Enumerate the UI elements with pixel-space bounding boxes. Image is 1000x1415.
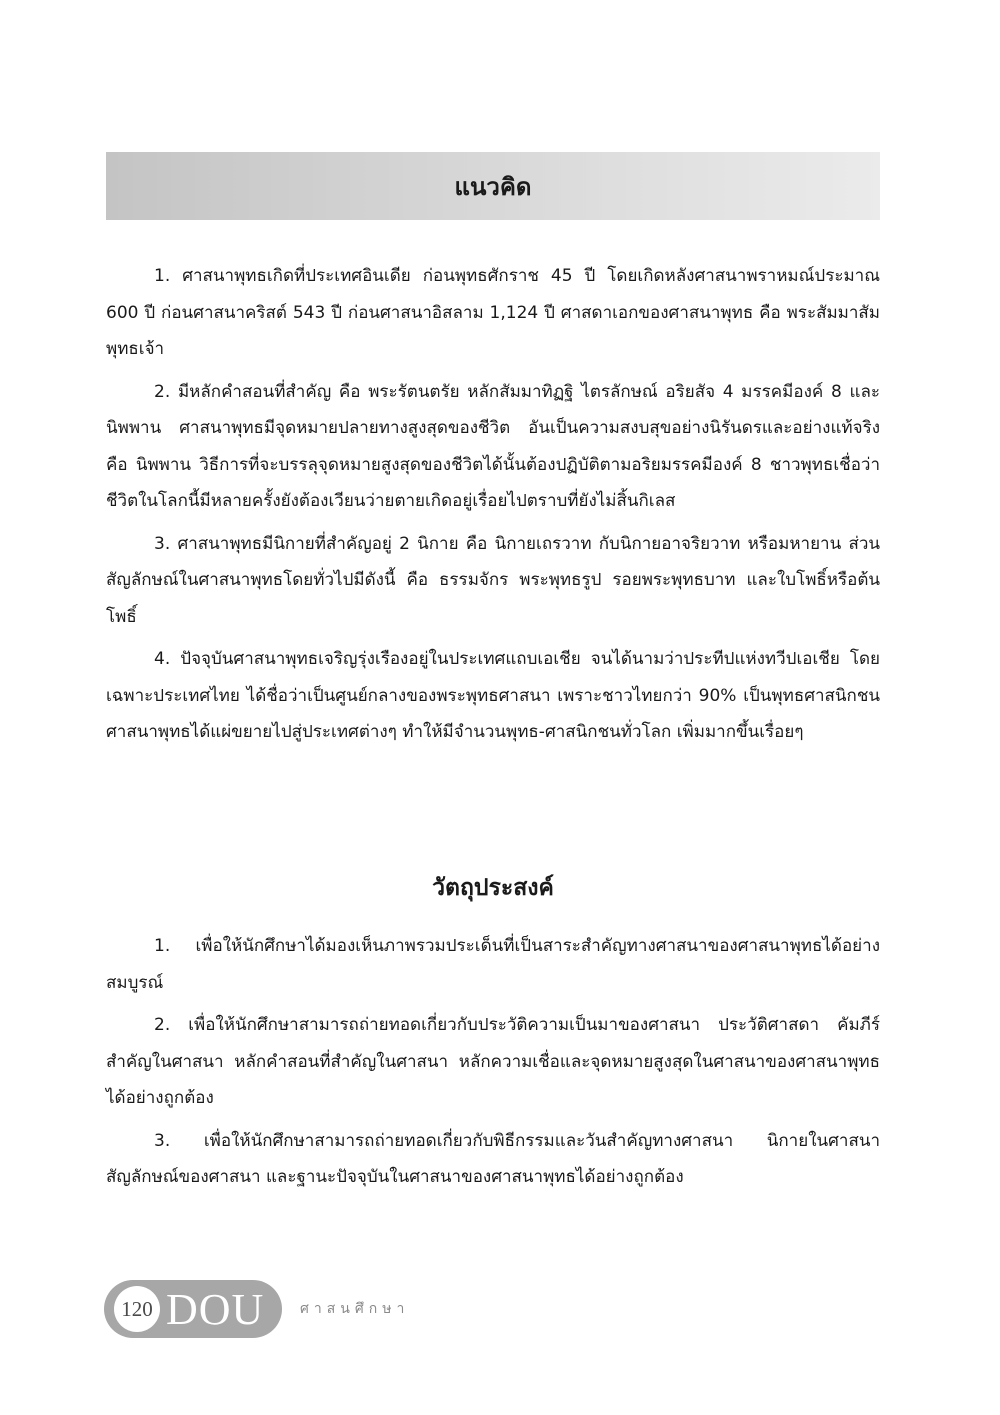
concept-paragraph-2: 2. มีหลักคำสอนที่สำคัญ คือ พระรัตนตรัย หลักสัมมาทิฏฐิ ไตรลักษณ์ อริยสัจ 4 มรรคมีองค์ 8 และนิพพาน ศาสนาพุทธมีจุดหมายปลายทางสูงสุดของชีวิต อันเป็นความสงบสุขอย่างนิรันดรและอย่างแท้จริง คือ นิพพาน วิธีการที่จะบรรลุจุดหมายสูงสุดของชีวิตได้นั้นต้องปฏิบัติตามอริยมรรคมีองค์ 8 ชาวพุทธเชื่อว่าชีวิตในโลกนี้มีหลายครั้งยังต้องเวียนว่ายตายเกิดอยู่เรื่อยไปตราบที่ยังไม่สิ้นกิเลส xyxy=(106,381,880,511)
footer-badge xyxy=(104,1280,282,1338)
objective-paragraph-2: 2. เพื่อให้นักศึกษาสามารถถ่ายทอดเกี่ยวกับประวัติความเป็นมาของศาสนา ประวัติศาสดา คัมภีร์สำคัญในศาสนา หลักคำสอนที่สำคัญในศาสนา หลักความเชื่อและจุดหมายสูงสุดในศาสนาของศาสนาพุทธได้อย่างถูกต้อง xyxy=(106,1015,880,1108)
concept-paragraph-3: 3. ศาสนาพุทธมีนิกายที่สำคัญอยู่ 2 นิกาย คือ นิกายเถรวาท กับนิกายอาจริยวาท หรือมหายาน ส่วนสัญลักษณ์ในศาสนาพุทธโดยทั่วไปมีดังนี้ คือ ธรรมจักร พระพุทธรูป รอยพระพุทธบาท และใบโพธิ์หรือต้นโพธิ์ xyxy=(106,533,880,627)
page-footer xyxy=(104,1280,409,1338)
concept-paragraph-4: 4. ปัจจุบันศาสนาพุทธเจริญรุ่งเรืองอยู่ในประเทศแถบเอเชีย จนได้นามว่าประทีปแห่งทวีปเอเชีย โดยเฉพาะประเทศไทย ได้ชื่อว่าเป็นศูนย์กลางของพระพุทธศาสนา เพราะชาวไทยกว่า 90% เป็นพุทธศาสนิกชน ศาสนาพุทธได้แผ่ขยายไปสู่ประเทศต่างๆ ทำให้มีจำนวนพุทธ-ศาสนิกชนทั่วโลก เพิ่มมากขึ้นเรื่อยๆ xyxy=(106,649,880,742)
concepts-banner xyxy=(106,152,880,220)
objectives-heading: วัตถุประสงค์ xyxy=(432,875,554,901)
objective-paragraph-1: 1. เพื่อให้นักศึกษาได้มองเห็นภาพรวมประเด็นที่เป็นสาระสำคัญทางศาสนาของศาสนาพุทธได้อย่างสมบูรณ์ xyxy=(106,936,880,993)
concepts-heading: แนวคิด xyxy=(454,172,532,201)
page-number: 120 xyxy=(114,1286,160,1332)
dou-logo: DOU xyxy=(166,1284,265,1334)
concept-paragraph-1: 1. ศาสนาพุทธเกิดที่ประเทศอินเดีย ก่อนพุทธศักราช 45 ปี โดยเกิดหลังศาสนาพราหมณ์ประมาณ 600 ปี ก่อนศาสนาคริสต์ 543 ปี ก่อนศาสนาอิสลาม 1,124 ปี ศาสดาเอกของศาสนาพุทธ คือ พระสัมมาสัมพุทธเจ้า xyxy=(106,266,880,359)
concepts-section xyxy=(106,258,880,757)
course-title: ศาสนศึกษา xyxy=(300,1301,410,1317)
objectives-section xyxy=(106,928,880,1202)
objective-paragraph-3: 3. เพื่อให้นักศึกษาสามารถถ่ายทอดเกี่ยวกับพิธีกรรมและวันสำคัญทางศาสนา นิกายในศาสนา สัญลักษณ์ของศาสนา และฐานะปัจจุบันในศาสนาของศาสนาพุทธได้อย่างถูกต้อง xyxy=(106,1130,880,1187)
